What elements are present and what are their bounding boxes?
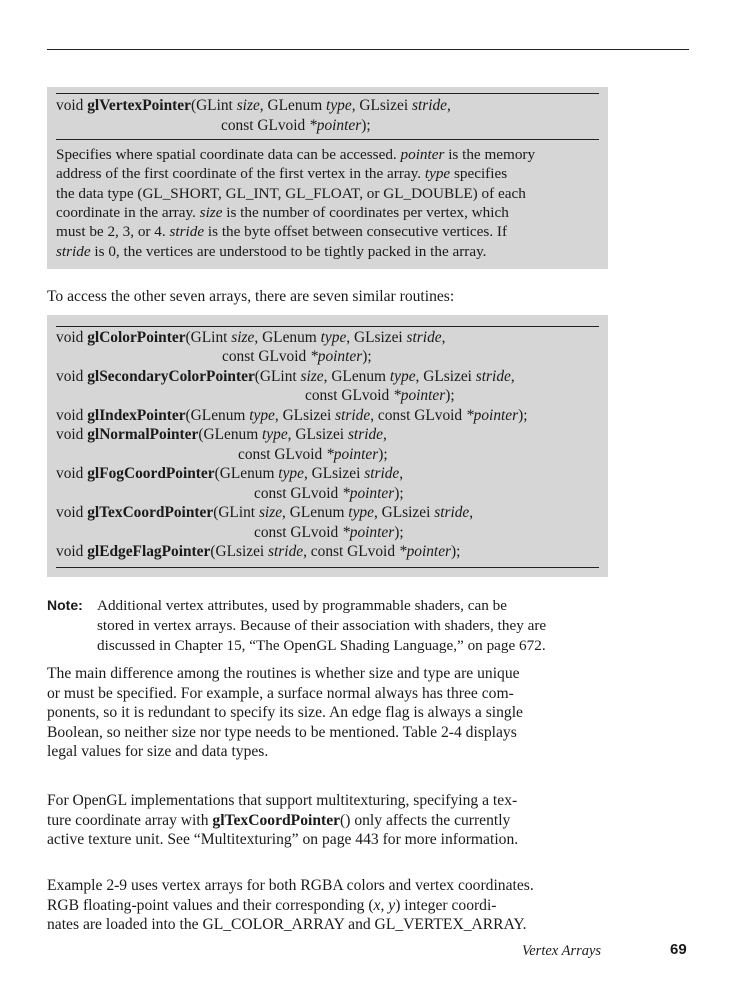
signature-continuation (254, 484, 404, 503)
text-run: ) integer coordi- (395, 896, 497, 914)
text-run: , (441, 329, 446, 346)
signature-continuation (305, 386, 455, 405)
text-run: void (56, 465, 88, 483)
note-line: stored in vertex arrays. Because of their association with shaders, they are (97, 617, 547, 634)
text-run: is the byte offset between consecutive vertices. If (204, 223, 508, 241)
text-run: nates are loaded into the GL_COLOR_ARRAY and GL_VERTEX_ARRAY. (47, 916, 527, 934)
function-name: glFogCoordPointer (87, 465, 215, 483)
note-line: discussed in Chapter 15, “The OpenGL Shading Language,” on page 672. (97, 637, 546, 654)
text-run: must be 2, 3, or 4. (56, 223, 170, 241)
text-run: void (56, 426, 88, 444)
text-run: RGB floating-point values and their corresponding ( (47, 896, 374, 914)
text-run: specifies (450, 165, 508, 183)
italic-term: size (258, 504, 283, 522)
text-run: , GLsizei (373, 504, 435, 522)
text-run: const GLvoid (238, 445, 327, 463)
function-box-other-pointers (47, 315, 608, 577)
text-run: void (56, 504, 88, 522)
text-run: const GLvoid (254, 484, 343, 502)
function-name: glTexCoordPointer (87, 504, 214, 522)
box-top-rule (56, 326, 599, 327)
signature-line (56, 328, 445, 347)
text-run: (GLenum (185, 406, 250, 424)
text-run: ); (451, 542, 461, 560)
signature-line (56, 503, 473, 522)
function-name: glSecondaryColorPointer (87, 367, 255, 385)
text-run: ); (445, 387, 455, 405)
function-name: glIndexPointer (87, 406, 186, 424)
text-run: , (383, 426, 387, 444)
note-label: Note: (47, 597, 83, 613)
paragraph-line (47, 723, 517, 742)
page-number: 69 (670, 941, 687, 958)
text-run: or must be specified. For example, a surface normal always has three com- (47, 684, 514, 702)
function-name: glEdgeFlagPointer (87, 542, 211, 560)
italic-term: stride (169, 223, 205, 241)
text-run: (GLenum (214, 465, 279, 483)
signature-continuation (238, 445, 388, 464)
text-run: (GLint (254, 367, 301, 385)
italic-term: type (262, 426, 288, 444)
function-name: glNormalPointer (87, 426, 199, 444)
italic-term: stride (406, 329, 442, 346)
description-line (56, 164, 507, 183)
italic-term: size (199, 203, 223, 221)
italic-term: type (424, 165, 451, 183)
description-line (56, 242, 486, 261)
text-run: void (56, 406, 88, 424)
italic-term: y (388, 896, 396, 914)
text-run: (GLenum (198, 426, 263, 444)
text-run: ); (518, 406, 528, 424)
text-run: (GLsizei (210, 542, 269, 560)
text-run: (GLint (185, 329, 232, 346)
paragraph-line (47, 742, 268, 761)
italic-term: *pointer (310, 348, 363, 366)
paragraph-line (47, 915, 527, 934)
text-run: , (510, 367, 515, 385)
description-line (56, 145, 535, 164)
function-box-vertex-pointer (47, 87, 608, 269)
text-run: is 0, the vertices are understood to be tightly packed in the array. (90, 242, 487, 260)
italic-term: stride (335, 406, 371, 424)
text-run: active texture unit. See “Multitexturing” on page 443 for more information. (47, 831, 519, 849)
text-run: ); (378, 445, 388, 463)
italic-term: stride (434, 504, 470, 522)
sig-text: (GLint (190, 97, 237, 114)
italic-term: size (231, 329, 255, 346)
text-run: Boolean, so neither size nor type needs to be mentioned. Table 2-4 displays (47, 723, 517, 741)
italic-term: *pointer (393, 387, 446, 405)
text-run: legal values for size and data types. (47, 743, 269, 761)
text-run: , GLsizei (287, 426, 348, 444)
italic-term: stride (364, 465, 400, 483)
italic-term: type (389, 367, 416, 385)
italic-term: type (278, 465, 304, 483)
text-run: ponents, so it is redundant to specify its size. An edge flag is always a single (47, 704, 523, 722)
paragraph-line (47, 791, 517, 810)
param-name: stride (411, 97, 448, 114)
text-run: const GLvoid (222, 348, 311, 366)
sig-text: const GLvoid (221, 117, 310, 134)
description-line (56, 184, 526, 203)
sig-text: ); (361, 117, 371, 134)
text-run: , const GLvoid (303, 542, 399, 560)
text-run: , (399, 465, 404, 483)
text-run: void (56, 329, 88, 346)
text-run: () only affects the currently (340, 811, 511, 829)
function-name: glColorPointer (87, 329, 186, 346)
description-line (56, 203, 509, 222)
italic-term: *pointer (465, 406, 519, 424)
italic-term: *pointer (398, 542, 452, 560)
italic-term: stride (347, 426, 383, 444)
signature-continuation (222, 347, 372, 366)
param-name: size (236, 97, 260, 114)
text-run: , GLenum (282, 504, 349, 522)
italic-term: *pointer (342, 484, 395, 502)
intro-sentence: To access the other seven arrays, there are seven similar routines: (47, 288, 455, 305)
paragraph-line (47, 811, 510, 830)
italic-term: stride (268, 542, 304, 560)
paragraph-line (47, 703, 523, 722)
text-run: For OpenGL implementations that support multitexturing, specifying a tex- (47, 792, 518, 809)
text-run: , (380, 896, 389, 914)
italic-term: type (348, 504, 374, 522)
signature-line (56, 425, 387, 444)
italic-term: x (373, 896, 381, 914)
param-name: *pointer (309, 117, 362, 134)
text-run: Specifies where spatial coordinate data can be accessed. (56, 146, 401, 163)
box-bottom-rule (56, 567, 599, 568)
paragraph-line (47, 684, 514, 703)
text-run: , GLsizei (415, 367, 476, 385)
text-run: ture coordinate array with (47, 811, 213, 829)
paragraph-line (47, 876, 534, 895)
paragraph-line (47, 830, 518, 849)
text-run: , (469, 504, 474, 522)
running-footer-title: Vertex Arrays (522, 943, 602, 959)
text-run: is the number of coordinates per vertex, which (222, 203, 509, 221)
function-name: glVertexPointer (87, 97, 191, 114)
italic-term: size (300, 367, 324, 385)
text-run: coordinate in the array. (56, 203, 200, 221)
box-divider-rule (56, 139, 599, 140)
text-run: ); (362, 348, 372, 366)
text-run: ); (394, 523, 404, 541)
italic-term: stride (56, 242, 91, 260)
text-run: address of the first coordinate of the first vertex in the array. (56, 165, 425, 183)
italic-term: stride (475, 367, 511, 385)
text-run: the data type (GL_SHORT, GL_INT, GL_FLOAT, or GL_DOUBLE) of each (56, 184, 526, 202)
signature-line (56, 367, 515, 386)
sig-text: , (447, 97, 451, 114)
note-line: Additional vertex attributes, used by programmable shaders, can be (97, 597, 507, 614)
text-run: const GLvoid (254, 523, 343, 541)
description-line (56, 222, 507, 241)
box-top-rule (56, 93, 599, 94)
signature-continuation (254, 523, 404, 542)
text-run: Example 2-9 uses vertex arrays for both RGBA colors and vertex coordinates. (47, 877, 534, 894)
return-type: void (56, 97, 88, 114)
param-name: type (326, 97, 352, 114)
text-run: void (56, 542, 88, 560)
paragraph-line (47, 664, 520, 683)
signature-line (56, 406, 528, 425)
sig-text: , GLenum (259, 97, 327, 114)
text-run: , GLsizei (346, 329, 407, 346)
sig-text: , GLsizei (351, 97, 412, 114)
function-name: glTexCoordPointer (212, 811, 341, 829)
text-run: , GLsizei (274, 406, 336, 424)
italic-term: type (249, 406, 275, 424)
italic-term: *pointer (342, 523, 395, 541)
paragraph-line (47, 896, 497, 915)
italic-term: type (320, 329, 347, 346)
text-run: , GLsizei (303, 465, 365, 483)
text-run: void (56, 367, 88, 385)
text-run: , GLenum (254, 329, 321, 346)
italic-term: *pointer (326, 445, 379, 463)
text-run: ); (394, 484, 404, 502)
text-run: is the memory (444, 146, 536, 163)
text-run: (GLint (213, 504, 259, 522)
signature-line (56, 464, 403, 483)
text-run: , const GLvoid (370, 406, 466, 424)
signature-line (56, 542, 460, 561)
header-rule (47, 49, 689, 50)
italic-term: pointer (400, 146, 445, 163)
text-run: The main difference among the routines is whether size and type are unique (47, 665, 520, 682)
text-run: const GLvoid (305, 387, 394, 405)
signature-continuation (221, 116, 371, 135)
text-run: , GLenum (323, 367, 390, 385)
signature-line (56, 96, 451, 115)
